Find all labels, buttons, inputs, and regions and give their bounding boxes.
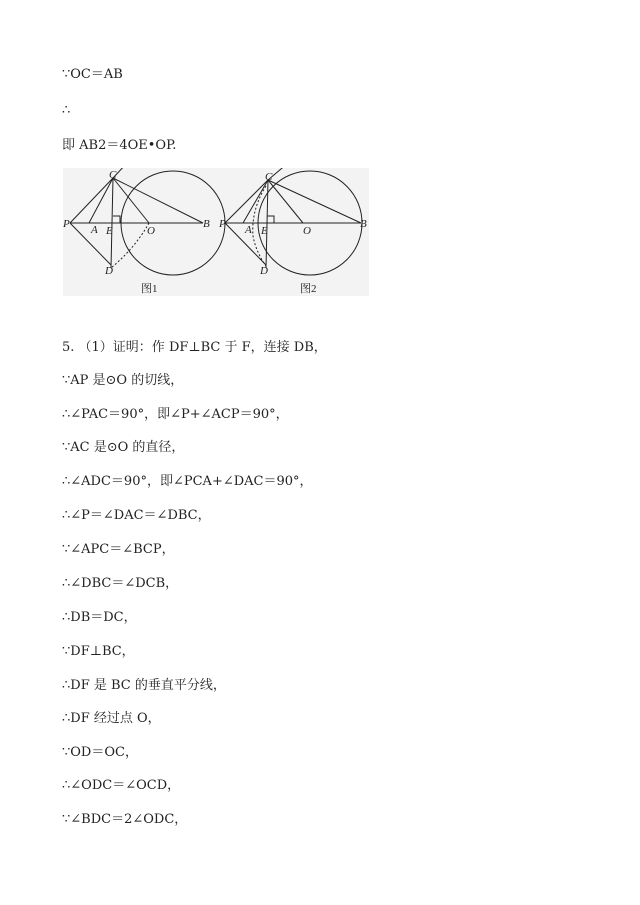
text-line: ∵DF⊥BC， [62, 644, 135, 659]
label-d: D [105, 265, 113, 277]
text-line: ∴DF 经过点 O， [62, 711, 161, 726]
label-c: C [265, 171, 273, 183]
text-line: ∴∠DBC＝∠DCB， [62, 576, 179, 591]
label-o: O [303, 225, 311, 237]
text-line: ∴∠PAC＝90°，即∠P+∠ACP＝90°， [62, 407, 289, 422]
label-p: P [63, 218, 70, 230]
text-line: ∵OC＝AB [62, 67, 123, 82]
caption-fig1: 图1 [141, 283, 158, 295]
label-b: B [203, 218, 210, 230]
label-e: E [106, 225, 113, 237]
text-line: ∵AC 是⊙O 的直径， [62, 440, 185, 455]
label-b: B [360, 218, 367, 230]
geometry-figure [63, 168, 369, 296]
label-e: E [261, 225, 268, 237]
label-p: P [219, 218, 226, 230]
label-a: A [245, 224, 252, 236]
text-line: 5. （1）证明：作 DF⊥BC 于 F，连接 DB， [62, 340, 327, 355]
label-c: C [109, 169, 117, 181]
text-line: ∴DF 是 BC 的垂直平分线， [62, 678, 226, 693]
label-o: O [147, 225, 155, 237]
label-a: A [91, 224, 98, 236]
text-line: ∵∠BDC＝2∠ODC， [62, 812, 188, 827]
label-d: D [260, 265, 268, 277]
geometry-diagram [63, 168, 369, 296]
text-line: ∵OD＝OC， [62, 745, 138, 760]
text-line: 即 AB2＝4OE•OP. [62, 138, 177, 153]
caption-fig2: 图2 [300, 283, 317, 295]
text-line: ∵AP 是⊙O 的切线， [62, 373, 184, 388]
text-line: ∴DB＝DC， [62, 610, 137, 625]
text-line: ∵∠APC＝∠BCP， [62, 542, 175, 557]
text-line: ∴ [62, 103, 71, 118]
text-line: ∴∠ADC＝90°，即∠PCA+∠DAC＝90°， [62, 474, 313, 489]
text-line: ∴∠P＝∠DAC＝∠DBC， [62, 508, 211, 523]
text-line: ∴∠ODC＝∠OCD， [62, 778, 181, 793]
